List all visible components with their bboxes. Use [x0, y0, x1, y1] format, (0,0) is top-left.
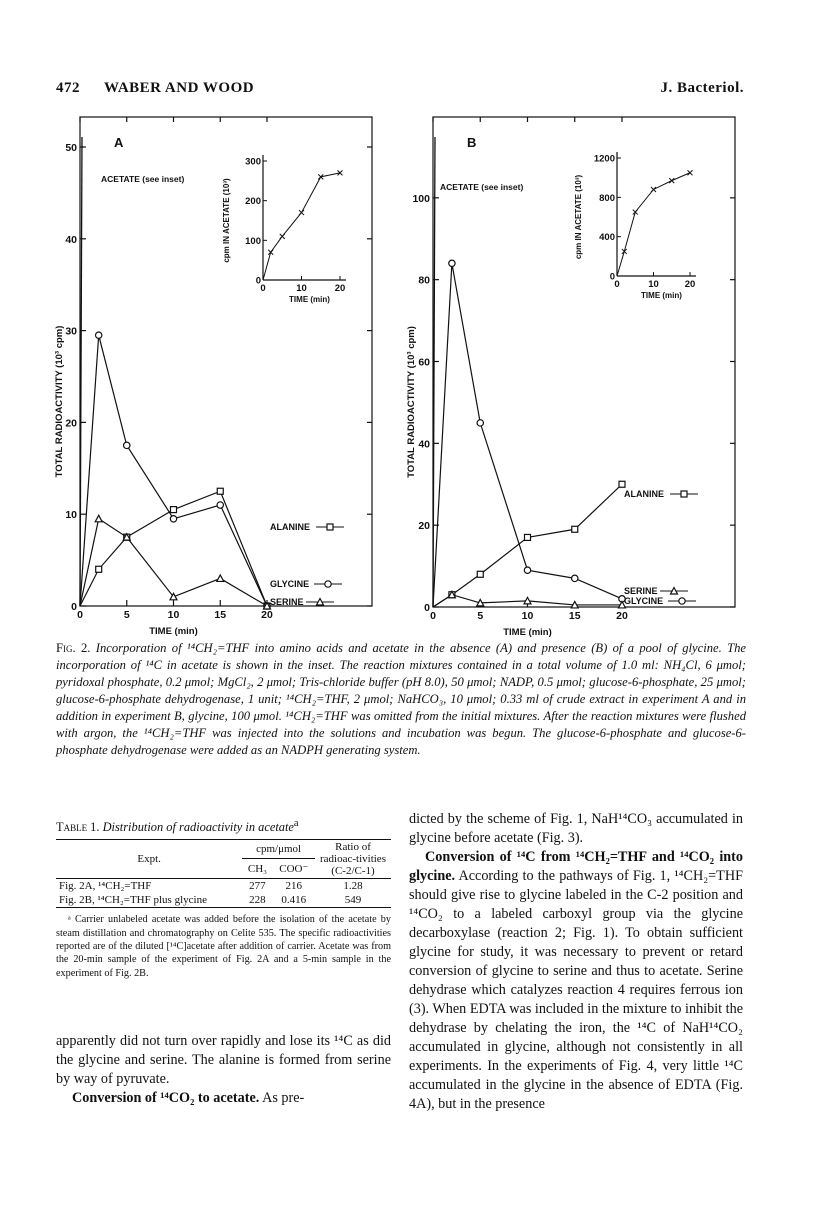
- glycine-data-point: [449, 260, 455, 266]
- cell-coo: 0.416: [273, 893, 315, 908]
- caption-text: Incorporation of ¹⁴CH₂=THF into amino acids and acetate in the absence (A) and presence (B) of a pool of glycine. The incorporation of ¹⁴C in acetate is shown in the inset. The reaction mixtures contained in a total volume of 1.0 ml: NH₄Cl, 6 μmol; pyridoxal phosphate, 0.2 μmol; MgCl₂, 2 μmol; Tris-chloride buffer (pH 8.0), 50 μmol; NADP, 0.5 μmol; glucose-6-phosphate, 25 μmol; glucose-6-phosphate dehydrogenase, 1 unit; ¹⁴CH₂=THF, 2 μmol; NaHCO₃, 10 μmol; 0.33 ml of crude extract in experiment A and in addition in experiment B, glycine, 100 μmol. ¹⁴CH₂=THF was omitted from the initial mixtures. After the reaction mixtures were flushed with argon, the ¹⁴CH₂=THF was injected into the solutions and incubation was begun. The glucose-6-phosphate and glucose-6-phosphate dehydrogenase were added as an NADPH generating system.: [56, 641, 746, 757]
- glycine-legend-marker: [679, 598, 685, 604]
- inset-acetate-line: [263, 173, 340, 280]
- y-tick-label: 30: [65, 325, 77, 338]
- col-header-ratio: Ratio of radioac-tivities (C-2/C-1): [315, 840, 391, 879]
- x-tick-label: 0: [77, 609, 83, 621]
- glycine-series-line: [80, 335, 267, 606]
- y-tick-label: 40: [418, 438, 430, 451]
- inset-x-tick-label: 10: [648, 279, 659, 290]
- x-tick-label: 0: [430, 610, 436, 622]
- y-axis-label: TOTAL RADIOACTIVITY (10³ cpm): [406, 326, 417, 478]
- cell-ratio: 549: [315, 893, 391, 908]
- x-tick-label: 15: [214, 609, 227, 621]
- y-tick-label: 100: [412, 192, 430, 205]
- alanine-data-point: [171, 507, 177, 513]
- x-tick-label: 10: [521, 610, 534, 622]
- cell-expt: Fig. 2A, ¹⁴CH₂=THF: [59, 880, 152, 893]
- col-header-coo: COO⁻: [273, 858, 315, 878]
- inset-acetate-line: [617, 173, 690, 276]
- x-tick-label: 5: [123, 609, 130, 621]
- section-heading: Conversion of ¹⁴C from ¹⁴CH₂=THF and ¹⁴CO₂ into glycine.: [409, 849, 743, 884]
- alanine-data-point: [525, 534, 531, 540]
- inset-y-tick-label: 200: [245, 196, 261, 208]
- inset-y-tick-label: 400: [599, 232, 615, 244]
- inset-x-axis-label: TIME (min): [289, 295, 330, 304]
- panel-label: B: [467, 135, 477, 150]
- caption-lead: Fig. 2.: [56, 641, 91, 655]
- inset-y-tick-label: 0: [609, 271, 615, 283]
- inset-x-tick-label: 0: [260, 283, 266, 294]
- col-header-cpm: cpm/μmol: [242, 840, 315, 859]
- inset-x-tick-label: 20: [334, 283, 346, 294]
- glycine-data-point: [217, 502, 223, 508]
- table-row: [56, 879, 391, 894]
- figure-caption: [56, 640, 746, 759]
- paragraph: [409, 848, 743, 1114]
- table-footnote: ᵃ Carrier unlabeled acetate was added before the isolation of the acetate by steam distillation and chromatography on Celite 535. The specific radioactivities reported are of the diluted [¹⁴C]acetate after addition of carrier. Acetate was from the 20-min sample of the experiment of Fig. 2A and a 5-min sample in the experiment of Fig. 2B.: [56, 914, 391, 979]
- body-column-left: [56, 1032, 391, 1108]
- table-1: [56, 818, 391, 980]
- x-tick-label: 10: [167, 609, 180, 621]
- paragraph: [56, 1089, 391, 1108]
- y-tick-label: 40: [65, 233, 77, 246]
- body-column-right: [409, 810, 743, 1114]
- panel-label: A: [114, 135, 124, 150]
- y-tick-label: 60: [418, 356, 430, 369]
- inset-y-axis-label: cpm IN ACETATE (10³): [574, 174, 583, 260]
- alanine-data-point: [572, 526, 578, 532]
- alanine-data-point: [619, 481, 625, 487]
- y-tick-label: 0: [71, 601, 77, 613]
- inset-y-tick-label: 800: [599, 192, 615, 204]
- glycine-series-label: GLYCINE: [270, 579, 310, 589]
- cell-expt: Fig. 2B, ¹⁴CH₂=THF plus glycine: [56, 893, 242, 908]
- inset-y-tick-label: 100: [245, 235, 261, 247]
- inset-data-point: [669, 178, 674, 183]
- running-authors: WABER AND WOOD: [104, 80, 255, 96]
- x-axis-label: TIME (min): [503, 627, 552, 638]
- y-tick-label: 20: [65, 417, 77, 430]
- alanine-series-label: ALANINE: [624, 489, 664, 499]
- cell-ratio: 1.28: [343, 880, 363, 893]
- x-tick-label: 20: [616, 610, 628, 622]
- alanine-series-label: ALANINE: [270, 522, 310, 532]
- serine-data-point: [217, 575, 224, 582]
- glycine-data-point: [170, 516, 176, 522]
- table-row: [56, 893, 391, 908]
- inset-data-point: [280, 234, 285, 239]
- alanine-legend-marker: [327, 524, 333, 530]
- radioactivity-table: [56, 839, 391, 908]
- inset-y-tick-label: 300: [245, 156, 261, 168]
- inset-x-tick-label: 10: [296, 283, 307, 294]
- glycine-series-line: [433, 263, 622, 607]
- paragraph-text: According to the pathways of Fig. 1, ¹⁴CH₂=THF should give rise to glycine labeled in the C-2 position and ¹⁴CO₂ to a labeled carboxyl group via the glycine decarboxylase (reaction 2; Fig. 1). To obtain sufficient glycine for study, it was necessary to prevent or retard conversion of glycine to serine and thus to acetate. Serine dehydrase which catalyzes reaction 4 requires ferrous ion (3). When EDTA was included in the mixture to inhibit the dehydrase by chelating the iron, the ¹⁴C of NaH¹⁴CO₂ accumulated in glycine, although not consistently in all experiments. In the experiments of Fig. 4, very little ¹⁴C accumulated in the glycine in the absence of EDTA (Fig. 4A), but in the presence: [409, 868, 743, 1112]
- glycine-series-label: GLYCINE: [624, 596, 664, 606]
- table-title-note: a: [293, 818, 299, 829]
- col-header-expt: Expt.: [56, 840, 242, 879]
- table-title-text: Distribution of radioactivity in acetate: [102, 820, 294, 835]
- alanine-data-point: [217, 488, 223, 494]
- y-tick-label: 10: [65, 509, 77, 522]
- alanine-series-line: [433, 484, 622, 607]
- section-heading: Conversion of ¹⁴CO₂ to acetate.: [72, 1090, 260, 1106]
- acetate-label: ACETATE (see inset): [440, 182, 524, 192]
- paragraph: dicted by the scheme of Fig. 1, NaH¹⁴CO₃ accumulated in glycine before acetate (Fig. 3).: [409, 811, 743, 846]
- cell-ch3: 277: [249, 880, 266, 893]
- y-axis-label: TOTAL RADIOACTIVITY (10³ cpm): [54, 325, 65, 478]
- x-tick-label: 5: [477, 610, 484, 622]
- alanine-data-point: [96, 566, 102, 572]
- serine-data-point: [95, 515, 102, 522]
- y-tick-label: 0: [424, 602, 430, 614]
- cell-ch3: 228: [242, 893, 272, 908]
- paragraph: apparently did not turn over rapidly and lose its ¹⁴C as did the glycine and serine. The alanine is formed from serine by way of pyruvate.: [56, 1033, 391, 1087]
- glycine-data-point: [124, 442, 130, 448]
- y-tick-label: 20: [418, 520, 430, 533]
- x-tick-label: 15: [568, 610, 581, 622]
- inset-data-point: [651, 187, 656, 192]
- glycine-legend-marker: [325, 581, 331, 587]
- inset-x-axis-label: TIME (min): [641, 291, 682, 300]
- journal-name: J. Bacteriol.: [660, 80, 744, 96]
- y-tick-label: 80: [418, 274, 430, 287]
- glycine-data-point: [572, 575, 578, 581]
- x-axis-label: TIME (min): [149, 626, 198, 637]
- panel-b: [406, 117, 735, 638]
- alanine-data-point: [477, 571, 483, 577]
- glycine-data-point: [524, 567, 530, 573]
- y-tick-label: 50: [65, 142, 77, 154]
- serine-series-label: SERINE: [270, 597, 304, 607]
- page-number: 472: [56, 80, 80, 96]
- inset-y-tick-label: 1200: [593, 153, 615, 165]
- cell-coo: 216: [285, 880, 303, 893]
- serine-series-label: SERINE: [624, 586, 658, 596]
- acetate-label: ACETATE (see inset): [101, 174, 185, 184]
- inset-x-tick-label: 20: [684, 279, 696, 290]
- inset-x-tick-label: 0: [614, 279, 620, 290]
- table-title: [56, 818, 391, 835]
- inset-y-axis-label: cpm IN ACETATE (10³): [222, 178, 231, 263]
- glycine-data-point: [96, 332, 102, 338]
- x-tick-label: 20: [261, 609, 273, 621]
- panel-a: [54, 117, 372, 637]
- col-header-ch3: CH₃: [242, 858, 272, 878]
- inset-y-tick-label: 0: [255, 275, 261, 287]
- paragraph-text: As pre-: [262, 1090, 305, 1106]
- alanine-legend-marker: [681, 491, 687, 497]
- inset-data-point: [299, 210, 304, 215]
- inset-data-point: [688, 170, 693, 175]
- table-lead: Table 1.: [56, 820, 100, 835]
- glycine-data-point: [477, 420, 483, 426]
